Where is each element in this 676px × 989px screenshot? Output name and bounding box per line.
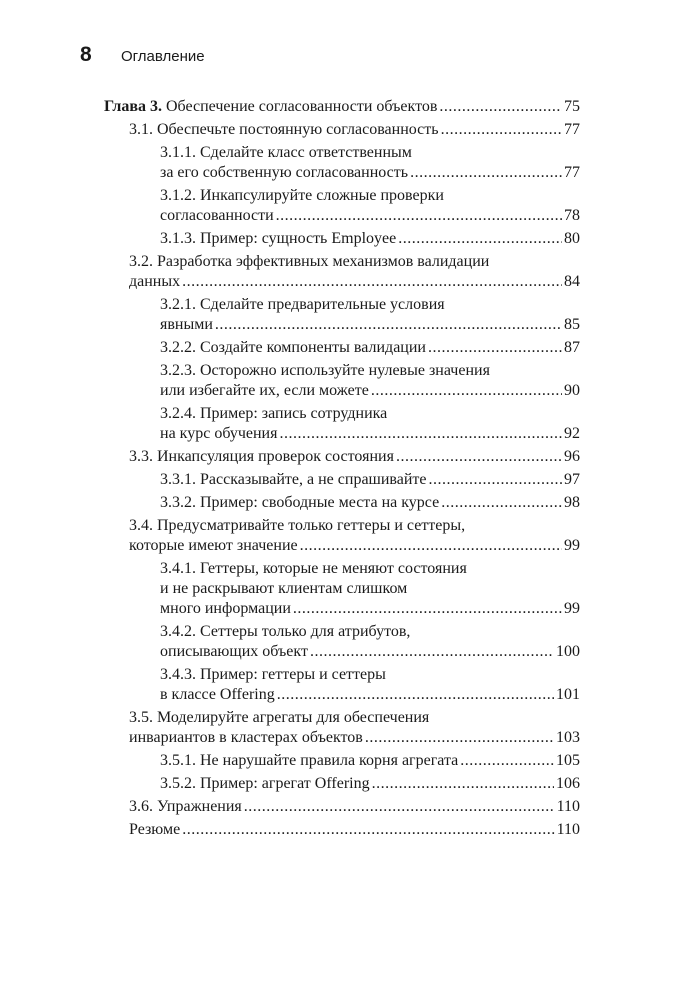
toc-entry-text: 3.2.3. Осторожно используйте нулевые значения <box>160 362 490 379</box>
toc-page-number: 110 <box>556 798 580 815</box>
leader-dots <box>279 424 562 444</box>
leader-dots <box>439 97 562 117</box>
toc-page-number: 90 <box>564 382 580 399</box>
toc-entry-text: 3.5. Моделируйте агрегаты для обеспечения <box>129 709 430 726</box>
toc-entry[interactable] <box>160 143 580 183</box>
toc-entry-text: за его собственную согласованность <box>160 164 409 181</box>
leader-dots <box>293 599 562 619</box>
leader-dots <box>182 820 554 840</box>
toc-entry-text: данных <box>129 273 181 290</box>
toc-entry-text: Резюме <box>129 821 181 838</box>
running-title: Оглавление <box>121 48 205 65</box>
toc-page-number: 78 <box>564 207 580 224</box>
leader-dots <box>310 642 554 662</box>
toc-page-number: 110 <box>556 821 580 838</box>
leader-dots <box>276 206 562 226</box>
toc-entry[interactable] <box>129 797 580 817</box>
toc-entry-text: 3.5.2. Пример: агрегат Offering <box>160 775 370 792</box>
toc-entry[interactable] <box>160 229 580 249</box>
toc-entry-text: 3.3.2. Пример: свободные места на курсе <box>160 494 440 511</box>
toc-entry[interactable] <box>160 338 580 358</box>
toc-entry-text: 3.1.1. Сделайте класс ответственным <box>160 144 412 161</box>
toc-entry-text: 3.4.3. Пример: геттеры и сеттеры <box>160 666 386 683</box>
toc-entry-text: 3.3.1. Рассказывайте, а не спрашивайте <box>160 471 427 488</box>
leader-dots <box>398 229 562 249</box>
leader-dots <box>300 536 562 556</box>
toc-entry-text: много информации <box>160 600 291 617</box>
toc-entry-text: или избегайте их, если можете <box>160 382 369 399</box>
leader-dots <box>441 120 562 140</box>
toc-entry-text: явными <box>160 316 213 333</box>
toc-page-number: 101 <box>556 686 580 703</box>
toc-page-number: 75 <box>564 98 580 115</box>
toc-entry[interactable] <box>160 361 580 401</box>
toc-page-number: 77 <box>564 121 580 138</box>
leader-dots <box>429 470 562 490</box>
toc-entry-text: 3.1.2. Инкапсулируйте сложные проверки <box>160 187 444 204</box>
toc-entry[interactable] <box>160 470 580 490</box>
toc-page-number: 105 <box>556 752 580 769</box>
toc-page-number: 96 <box>564 448 580 465</box>
page-header <box>80 43 205 67</box>
leader-dots <box>277 685 554 705</box>
toc-entry-text: и не раскрывают клиентам слишком <box>160 580 408 597</box>
toc-entry-text: согласованности <box>160 207 274 224</box>
leader-dots <box>215 315 562 335</box>
toc-page-number: 77 <box>564 164 580 181</box>
toc-entry-text: 3.1.3. Пример: сущность Employee <box>160 230 397 247</box>
toc-entry-text: 3.1. Обеспечьте постоянную согласованность <box>129 121 439 138</box>
toc-entry[interactable] <box>160 404 580 444</box>
toc-page-number: 92 <box>564 425 580 442</box>
toc-page-number: 87 <box>564 339 580 356</box>
toc-page-number: 84 <box>564 273 580 290</box>
toc-entry-text: 3.3. Инкапсуляция проверок состояния <box>129 448 394 465</box>
toc-entry-text: в классе Offering <box>160 686 275 703</box>
toc-entry-text: 3.6. Упражнения <box>129 798 242 815</box>
toc-entry-text: 3.5.1. Не нарушайте правила корня агрегата <box>160 752 459 769</box>
toc-entry-text: описывающих объект <box>160 643 308 660</box>
toc-entry[interactable] <box>160 493 580 513</box>
toc-entry[interactable] <box>129 252 580 292</box>
toc-page-number: 97 <box>564 471 580 488</box>
toc-entry-text: на курс обучения <box>160 425 278 442</box>
toc-entry[interactable] <box>129 120 580 140</box>
toc-entry-text: которые имеют значение <box>129 537 298 554</box>
leader-dots <box>410 163 562 183</box>
toc-entry[interactable] <box>160 186 580 226</box>
toc-page-number: 99 <box>564 600 580 617</box>
toc-page-number: 99 <box>564 537 580 554</box>
toc-entry-text: 3.4. Предусматривайте только геттеры и сеттеры, <box>129 517 466 534</box>
toc-entry-text: 3.2.2. Создайте компоненты валидации <box>160 339 426 356</box>
toc-page-number: 85 <box>564 316 580 333</box>
toc-entry[interactable] <box>129 820 580 840</box>
leader-dots <box>244 797 555 817</box>
toc-page-number: 80 <box>564 230 580 247</box>
toc-entry[interactable] <box>104 97 580 117</box>
chapter-label: Глава 3. <box>104 98 162 115</box>
toc-entry-text: 3.4.2. Сеттеры только для атрибутов, <box>160 623 411 640</box>
toc-page-number: 106 <box>556 775 580 792</box>
toc-entry[interactable] <box>129 447 580 467</box>
toc-page-number: 103 <box>556 729 580 746</box>
toc-entry[interactable] <box>160 622 580 662</box>
toc-entry[interactable] <box>160 665 580 705</box>
leader-dots <box>441 493 562 513</box>
toc-page-number: 100 <box>556 643 580 660</box>
page-number: 8 <box>80 43 92 66</box>
toc-entry-text: 3.2.1. Сделайте предварительные условия <box>160 296 445 313</box>
toc-entry-text: инвариантов в кластерах объектов <box>129 729 363 746</box>
toc-entry[interactable] <box>160 774 580 794</box>
toc-entry[interactable] <box>160 751 580 771</box>
leader-dots <box>428 338 562 358</box>
leader-dots <box>182 272 562 292</box>
leader-dots <box>396 447 562 467</box>
leader-dots <box>365 728 554 748</box>
toc-entry[interactable] <box>129 516 580 556</box>
leader-dots <box>460 751 554 771</box>
toc-entry-text: 3.2. Разработка эффективных механизмов валидации <box>129 253 490 270</box>
toc-page-number: 98 <box>564 494 580 511</box>
toc-entry[interactable] <box>160 295 580 335</box>
toc-entry-text: 3.2.4. Пример: запись сотрудника <box>160 405 388 422</box>
leader-dots <box>371 381 562 401</box>
toc-entry[interactable] <box>160 559 580 619</box>
toc-entry-text: Глава 3. Обеспечение согласованности объектов <box>104 98 438 115</box>
leader-dots <box>372 774 554 794</box>
table-of-contents <box>104 97 580 843</box>
toc-entry-text: 3.4.1. Геттеры, которые не меняют состояния <box>160 560 467 577</box>
toc-entry[interactable] <box>129 708 580 748</box>
